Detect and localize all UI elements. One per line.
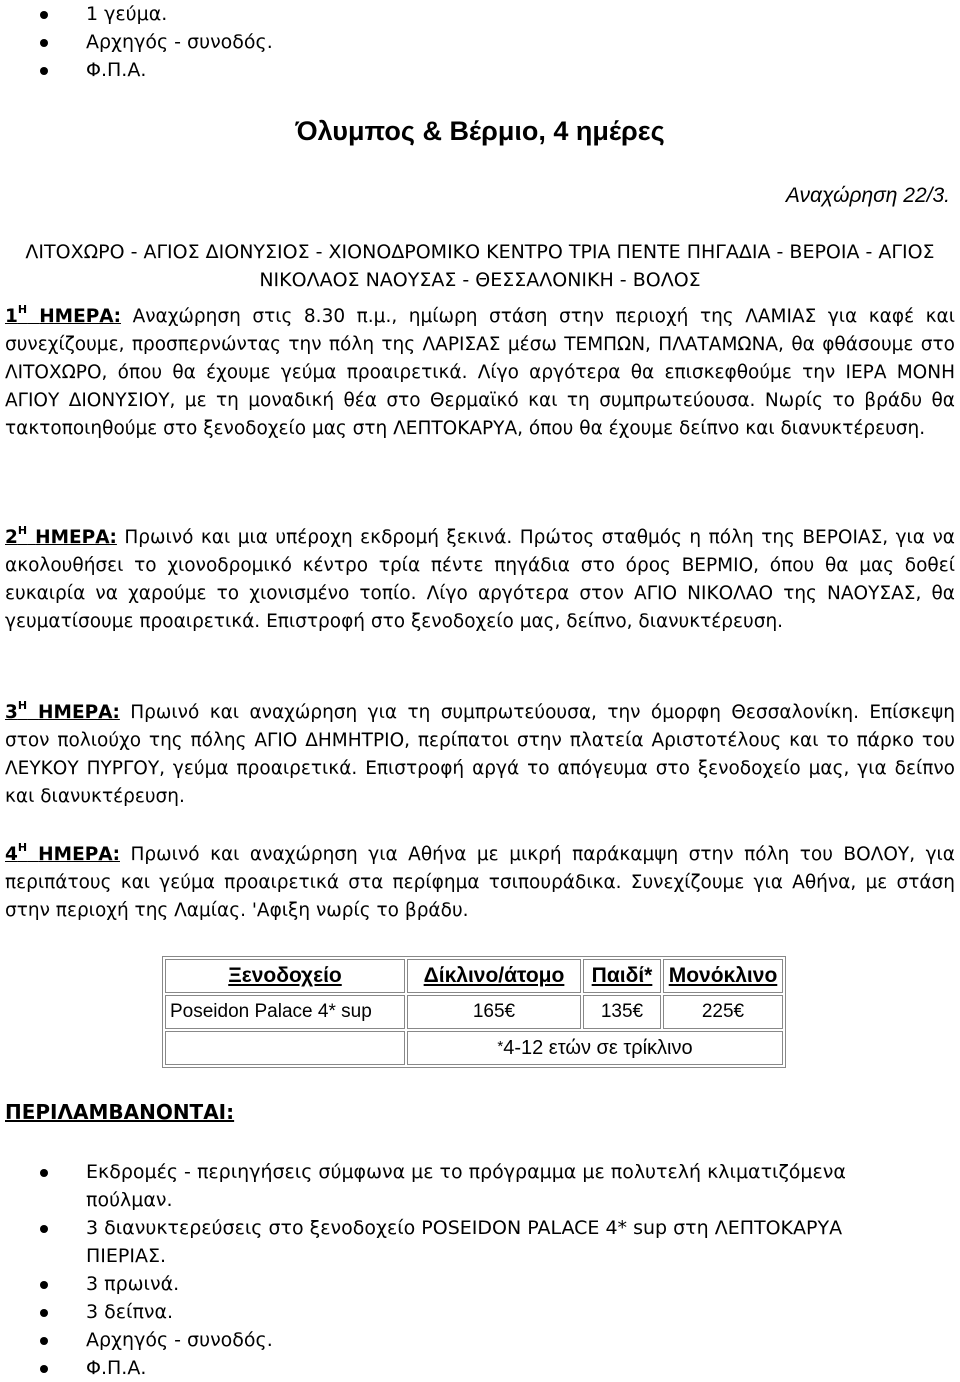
day-ordinal: Η [17,524,28,537]
cell-single-price: 225€ [663,995,783,1029]
column-header-child: Παιδί* [583,959,661,993]
list-item-text: 3 διανυκτερεύσεις στο ξενοδοχείο POSEIDON PALACE 4* sup στη ΛΕΠΤΟΚΑΡΥΑ ΠΙΕΡΙΑΣ. [86,1217,843,1267]
list-item [0,56,960,84]
bullet-icon [40,1337,48,1345]
bullet-icon [40,1281,48,1289]
bullet-icon [40,11,48,19]
day-3-label [5,699,120,723]
day-label-text: ΗΜΕΡΑ: [35,527,117,548]
day-1-paragraph [5,303,955,443]
bullet-icon [40,67,48,75]
list-item-text: 3 πρωινά. [86,1273,180,1295]
day-2-text: Πρωινό και μια υπέροχη εκδρομή ξεκινά. Πρώτος σταθμός η πόλη της ΒΕΡΟΙΑΣ, για να ακολουθήσει το χιονοδρομικό κέντρο τρία πέντε πηγάδια στο όρος ΒΕΡΜΙΟ, όπου θα μας δοθεί ευκαιρία να χαρούμε το χιονισμένο τοπίο. Λίγο αργότερα στον ΑΓΙΟ ΝΙΚΟΛΑΟ της ΝΑΟΥΣΑΣ, θα γευματίσουμε προαιρετικά. Επιστροφή στο ξενοδοχείο μας, δείπνο, διανυκτέρευση. [5,527,955,632]
day-number: 4 [5,844,18,865]
includes-list [0,1158,960,1382]
day-label-text: ΗΜΕΡΑ: [38,702,120,723]
cell-hotel: Poseidon Palace 4* sup [165,995,405,1029]
day-4-paragraph [5,841,955,925]
day-label-text: ΗΜΕΡΑ: [39,306,122,327]
list-item-text: Αρχηγός - συνοδός. [86,31,273,53]
departure-date: Αναχώρηση 22/3. [785,184,950,207]
list-item [0,1298,960,1326]
bullet-icon [40,1365,48,1373]
day-2-paragraph [5,524,955,636]
list-item-text: Φ.Π.Α. [86,59,147,81]
list-item [0,1214,960,1270]
day-4-label [5,841,120,865]
note-text: 4-12 ετών σε τρίκλινο [503,1036,693,1059]
day-1-label [5,303,122,327]
top-bullet-list [0,0,960,84]
list-item-text: 1 γεύμα. [86,3,168,25]
day-number: 1 [5,306,18,327]
tour-title: Όλυμπος & Βέρμιο, 4 ημέρες [295,116,665,146]
column-header-single: Μονόκλινο [663,959,783,993]
list-item-text: Φ.Π.Α. [86,1357,147,1379]
table-note-row [165,1031,783,1065]
day-1-text: Αναχώρηση στις 8.30 π.μ., ημίωρη στάση στην περιοχή της ΛΑΜΙΑΣ για καφέ και συνεχίζουμε, προσπερνώντας την πόλη της ΛΑΡΙΣΑΣ μέσω ΤΕΜΠΩΝ, ΠΛΑΤΑΜΩΝΑ, θα φθάσουμε στο ΛΙΤΟΧΩΡΟ, όπου θα έχουμε γεύμα προαιρετικά. Λίγο αργότερα θα επισκεφθούμε την ΙΕΡΑ ΜΟΝΗ ΑΓΙΟΥ ΔΙΟΝΥΣΙΟΥ, με τη μοναδική θέα στο Θερμαϊκό και τη συμπρωτεύουσα. Νωρίς το βράδυ θα τακτοποιηθούμε στο ξενοδοχείο μας στη ΛΕΠΤΟΚΑΡΥΑ, όπου θα έχουμε δείπνο και διανυκτέρευση. [5,306,955,439]
cell-double-price: 165€ [407,995,581,1029]
day-number: 3 [5,702,18,723]
day-ordinal: Η [17,699,28,712]
bullet-icon [40,1309,48,1317]
day-2-label [5,524,117,548]
note-asterisk: * [497,1037,504,1055]
day-4-text: Πρωινό και αναχώρηση για Αθήνα με μικρή παράκαμψη στην πόλη του ΒΟΛΟΥ, για περιπάτους και γεύμα προαιρετικά στα περίφημα τσιπουράδικα. Συνεχίζουμε για Αθήνα, με στάση στην περιοχή της Λαμίας. 'Αφιξη νωρίς το βράδυ. [5,844,955,921]
bullet-icon [40,1169,48,1177]
list-item [0,0,960,28]
day-number: 2 [5,527,18,548]
list-item-text: 3 δείπνα. [86,1301,174,1323]
cell-empty [165,1031,405,1065]
list-item [0,1326,960,1354]
day-3-text: Πρωινό και αναχώρηση για τη συμπρωτεύουσα, την όμορφη Θεσσαλονίκη. Επίσκεψη στον πολιούχο της πόλης ΑΓΙΟ ΔΗΜΗΤΡΙΟ, περίπατοι στην πλατεία Αριστοτέλους και το πάρκο του ΛΕΥΚΟΥ ΠΥΡΓΟΥ, γεύμα προαιρετικά. Επιστροφή αργά το απόγευμα στο ξενοδοχείο μας, για δείπνο και διανυκτέρευση. [5,702,955,807]
day-3-paragraph [5,699,955,811]
includes-title: ΠΕΡΙΛΑΜΒΑΝΟΝΤΑΙ: [5,1100,235,1124]
column-header-hotel: Ξενοδοχείο [165,959,405,993]
bullet-icon [40,1225,48,1233]
price-table [162,956,786,1068]
table-header-row [165,959,783,993]
list-item [0,1158,960,1214]
list-item [0,1270,960,1298]
list-item-text: Εκδρομές - περιηγήσεις σύμφωνα με το πρόγραμμα με πολυτελή κλιματιζόμενα πούλμαν. [86,1161,846,1211]
list-item [0,28,960,56]
list-item-text: Αρχηγός - συνοδός. [86,1329,273,1351]
day-ordinal: Η [17,303,28,316]
cell-child-note [407,1031,783,1065]
day-label-text: ΗΜΕΡΑ: [38,844,120,865]
cell-child-price: 135€ [583,995,661,1029]
column-header-double: Δίκλινο/άτομο [407,959,581,993]
table-row [165,995,783,1029]
bullet-icon [40,39,48,47]
day-ordinal: Η [17,841,28,854]
route-description: ΛΙΤΟΧΩΡΟ - ΑΓΙΟΣ ΔΙΟΝΥΣΙΟΣ - ΧΙΟΝΟΔΡΟΜΙΚΟ ΚΕΝΤΡΟ ΤΡΙΑ ΠΕΝΤΕ ΠΗΓΑΔΙΑ - ΒΕΡΟΙΑ - ΑΓΙΟΣ ΝΙΚΟΛΑΟΣ ΝΑΟΥΣΑΣ - ΘΕΣΣΑΛΟΝΙΚΗ - ΒΟΛΟΣ [25,241,935,291]
